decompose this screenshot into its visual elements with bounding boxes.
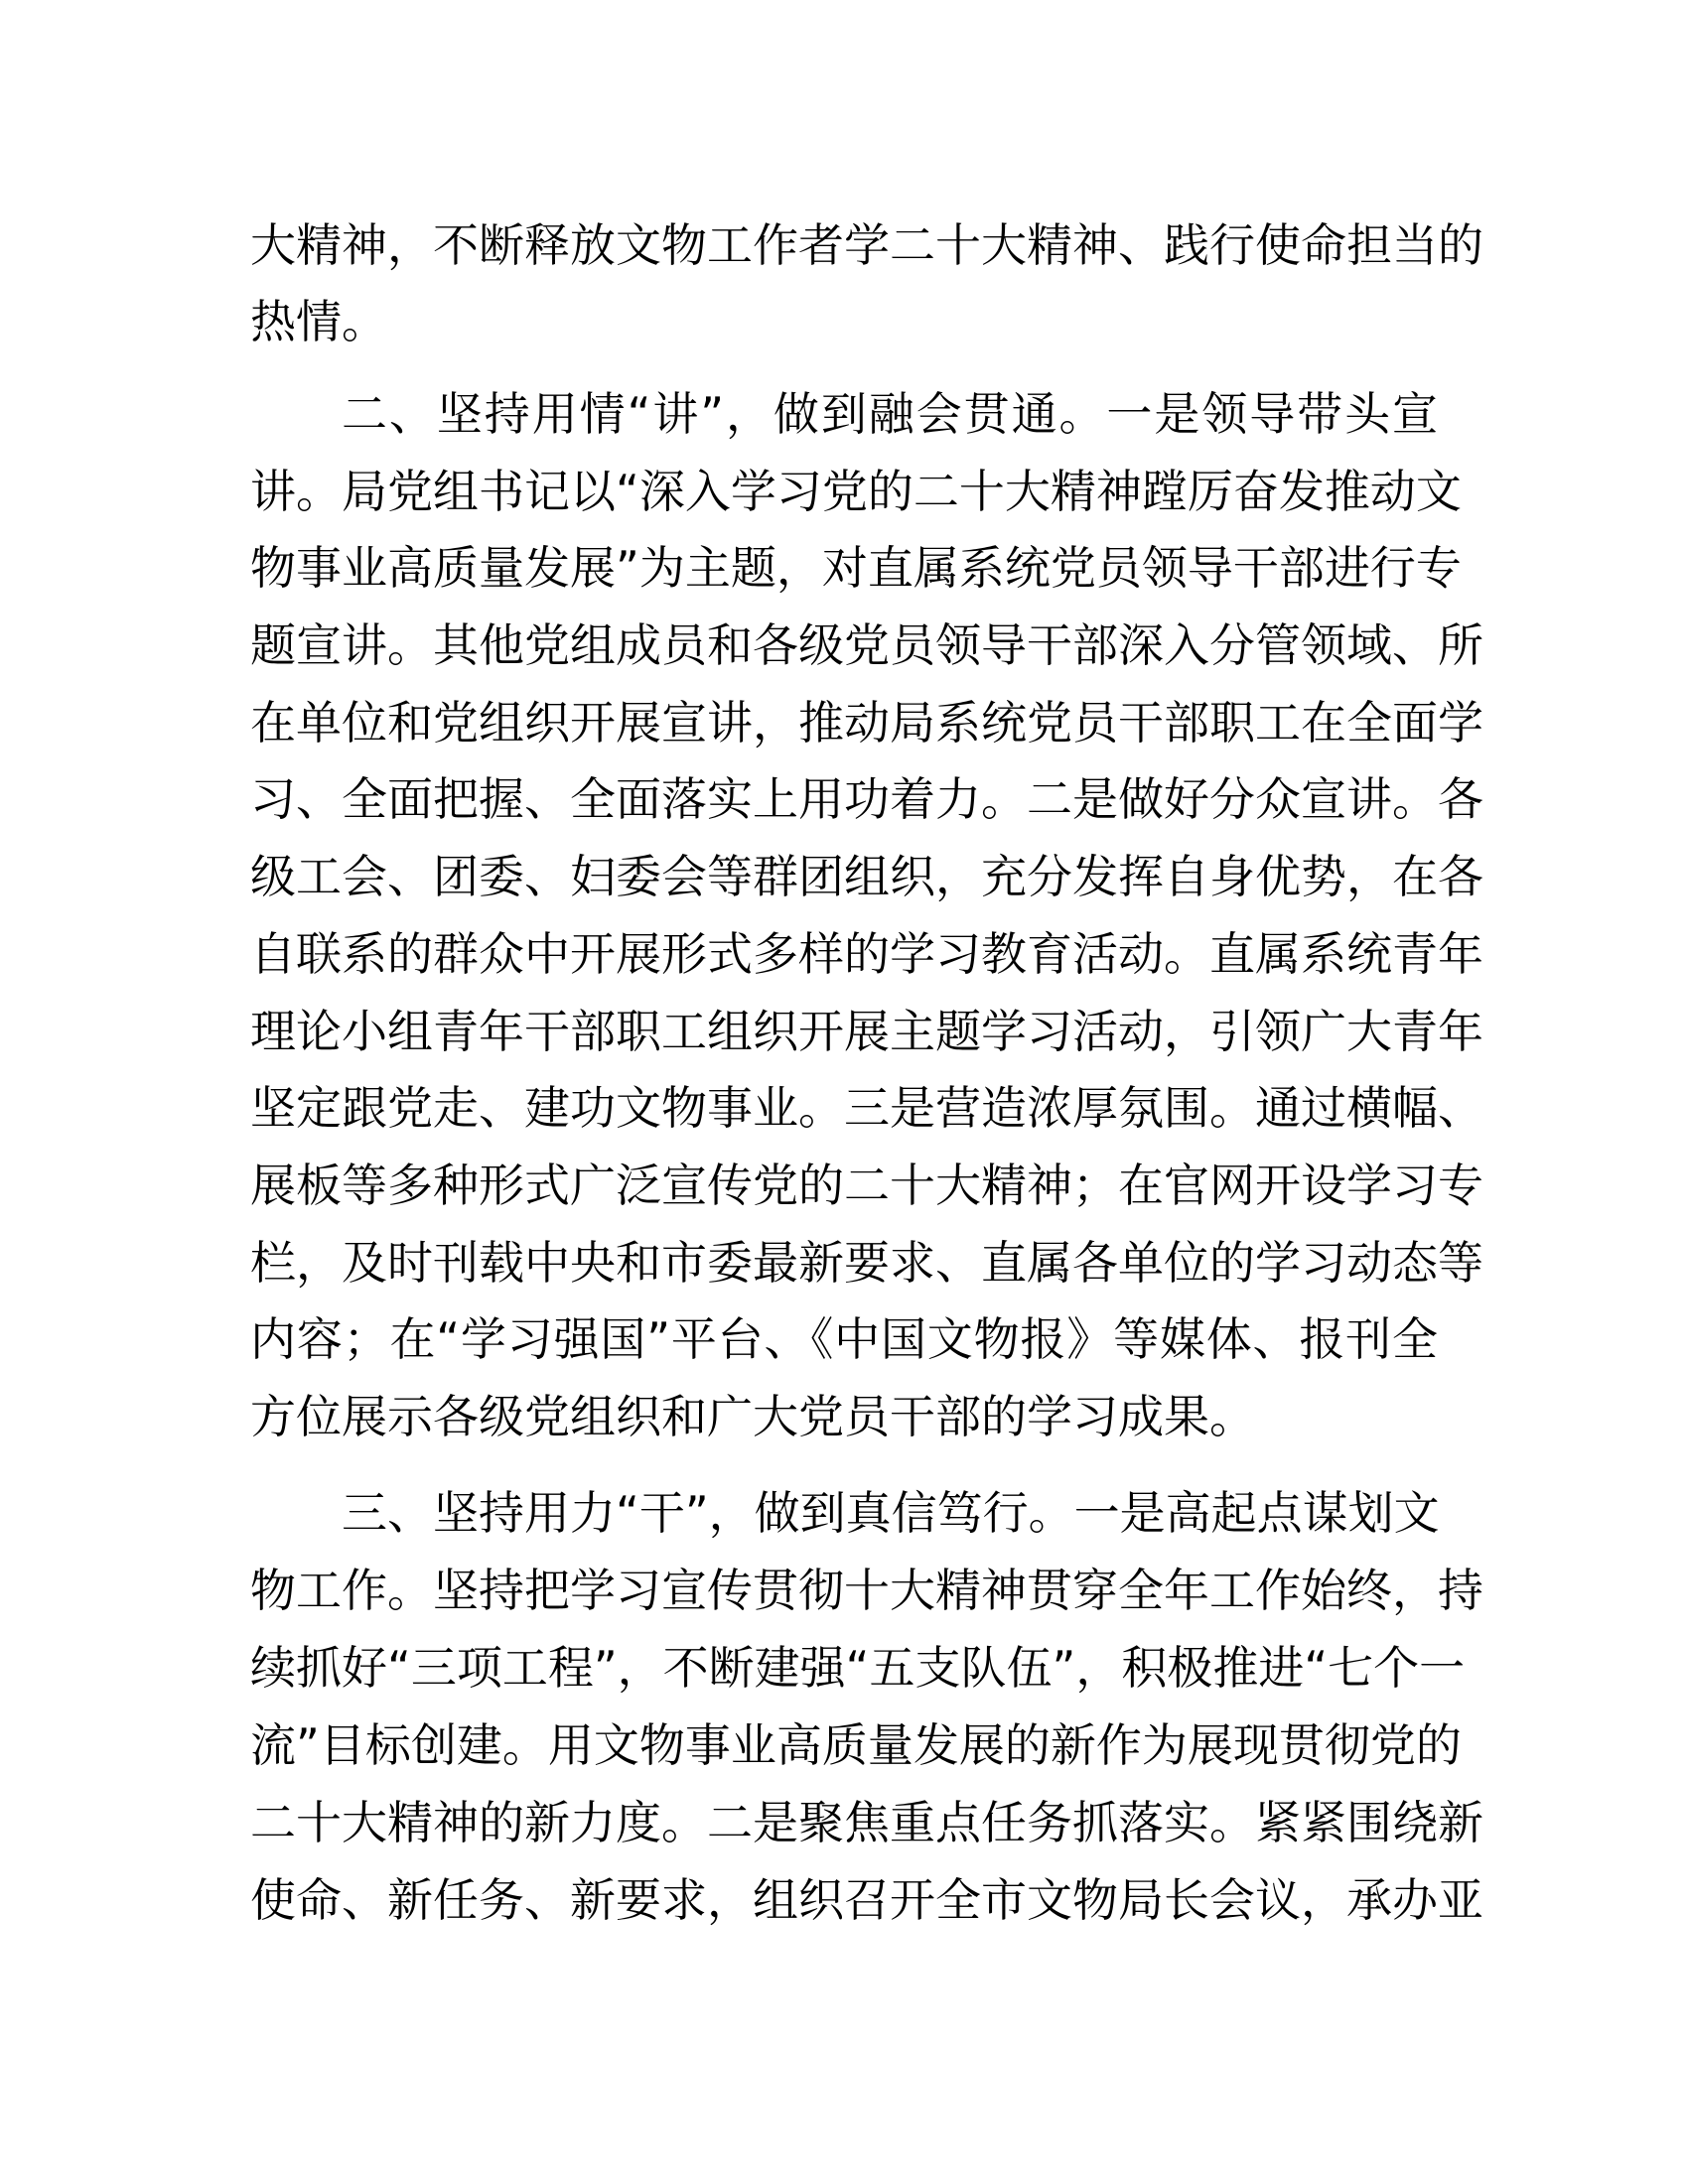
paragraph-line: 习、全面把握、全面落实上用功着力。二是做好分众宣讲。各 <box>250 772 1483 826</box>
paragraph-line: 理论小组青年干部职工组织开展主题学习活动，引领广大青年 <box>250 1005 1483 1058</box>
paragraph-line: 题宣讲。其他党组成员和各级党员领导干部深入分管领域、所 <box>250 618 1483 672</box>
paragraph-line: 栏，及时刊载中央和市委最新要求、直属各单位的学习动态等 <box>250 1236 1483 1290</box>
paragraph-heading-line: 三、坚持用力“干”，做到真信笃行。一是高起点谋划文 <box>342 1486 1440 1540</box>
paragraph-heading-line: 二、坚持用情“讲”，做到融会贯通。一是领导带头宣 <box>342 387 1438 441</box>
paragraph-line: 在单位和党组织开展宣讲，推动局系统党员干部职工在全面学 <box>250 696 1483 750</box>
paragraph-line: 使命、新任务、新要求，组织召开全市文物局长会议，承办亚 <box>250 1873 1483 1927</box>
paragraph-line: 热情。 <box>250 295 387 348</box>
paragraph-line: 流”目标创建。用文物事业高质量发展的新作为展现贯彻党的 <box>250 1718 1462 1772</box>
paragraph-line: 物工作。坚持把学习宣传贯彻十大精神贯穿全年工作始终，持 <box>250 1564 1483 1617</box>
paragraph-line: 自联系的群众中开展形式多样的学习教育活动。直属系统青年 <box>250 927 1483 981</box>
paragraph-line: 讲。局党组书记以“深入学习党的二十大精神蹚厉奋发推动文 <box>250 465 1462 518</box>
paragraph-line: 续抓好“三项工程”，不断建强“五支队伍”，积极推进“七个一 <box>250 1641 1466 1695</box>
paragraph-line: 方位展示各级党组织和广大党员干部的学习成果。 <box>250 1390 1255 1443</box>
paragraph-line: 物事业高质量发展”为主题，对直属系统党员领导干部进行专 <box>250 541 1462 595</box>
paragraph-line: 级工会、团委、妇委会等群团组织，充分发挥自身优势，在各 <box>250 850 1483 903</box>
paragraph-line: 大精神，不断释放文物工作者学二十大精神、践行使命担当的 <box>250 218 1483 272</box>
paragraph-line: 二十大精神的新力度。二是聚焦重点任务抓落实。紧紧围绕新 <box>250 1796 1483 1849</box>
paragraph-line: 坚定跟党走、建功文物事业。三是营造浓厚氛围。通过横幅、 <box>250 1081 1483 1135</box>
paragraph-line: 内容；在“学习强国”平台、《中国文物报》等媒体、报刊全 <box>250 1312 1438 1366</box>
paragraph-line: 展板等多种形式广泛宣传党的二十大精神；在官网开设学习专 <box>250 1159 1483 1212</box>
